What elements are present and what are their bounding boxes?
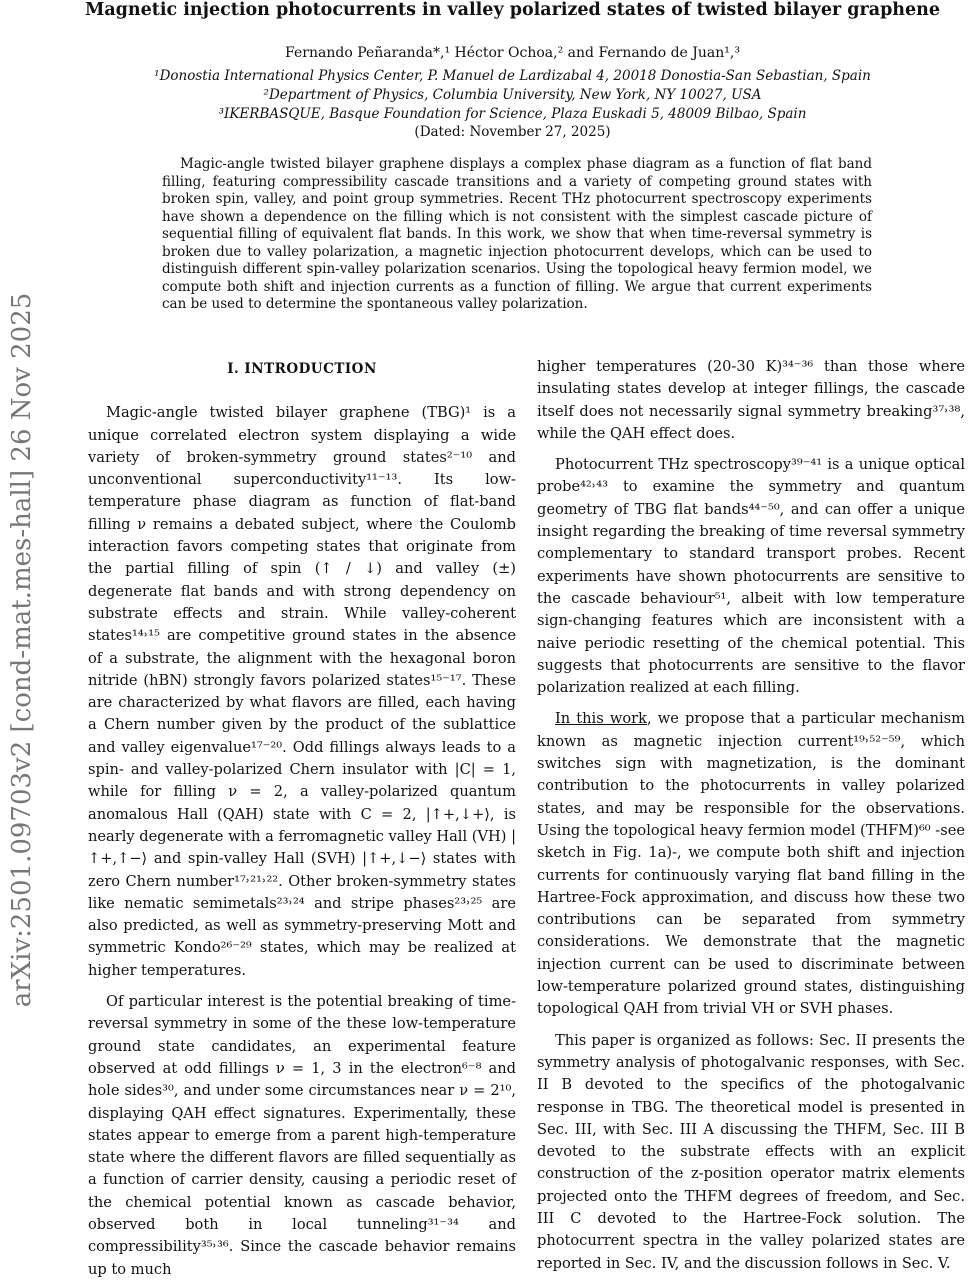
abstract: Magic-angle twisted bilayer graphene displays a complex phase diagram as a function of flat band filling, featuring compressibility cascade transitions and a variety of competing ground states with broken spin, valley, and point group symmetries. Recent THz photocurrent spectroscopy experiments have shown a dependence on the filling which is not consistent with the simplest cascade picture of sequential filling of equivalent flat bands. In this work, we show that when time-reversal symmetry is broken due to valley polarization, a magnetic injection photocurrent develops, which can be used to distinguish different spin-valley polarization scenarios. Using the topological heavy fermion model, we compute both shift and injection currents as a function of filling. We argue that current experiments can be used to determine the spontaneous valley polarization. bbox=[162, 156, 872, 312]
affiliation-3: ³IKERBASQUE, Basque Foundation for Science, Plaza Euskadi 5, 48009 Bilbao, Spain bbox=[218, 106, 807, 122]
arxiv-sidebar bbox=[0, 200, 44, 1100]
intro-paragraph-2: Of particular interest is the potential breaking of time-reversal symmetry in some of the these low-temperature ground state candidates, an experimental feature observed at odd fillings ν = 1, 3 in the electron⁶⁻⁸ and hole sides³⁰, and under some circumstances near ν = 2¹⁰, displaying QAH effect signatures. Experimentally, these states appear to emerge from a parent high-temperature state where the different flavors are filled sequentially as a function of carrier density, causing a periodic reset of the chemical potential known as cascade behavior, observed both in local tunneling³¹⁻³⁴ and compressibility³⁵˒³⁶. Since the cascade behavior remains up to much bbox=[88, 993, 516, 1278]
section-heading-introduction: I. INTRODUCTION bbox=[227, 361, 377, 377]
affiliation-2: ²Department of Physics, Columbia University, New York, NY 10027, USA bbox=[263, 87, 762, 103]
intro-paragraph-6: This paper is organized as follows: Sec. II presents the symmetry analysis of photogalvanic responses, with Sec. II B devoted to the specifics of the photogalvanic response in TBG. The theoretical model is presented in Sec. III, with Sec. III A discussing the THFM, Sec. III B devoted to the substrate effects with an explicit construction of the z-position operator matrix elements projected onto the THFM degrees of freedom, and Sec. III C devoted to the Hartree-Fock solution. The photocurrent spectra in the valley polarized states are reported in Sec. IV, and the discussion follows in Sec. V. bbox=[537, 1031, 965, 1272]
right-column bbox=[537, 356, 965, 1275]
proposal-text: , we propose that a particular mechanism known as magnetic injection current¹⁹˒⁵²⁻⁵⁹, which switches sign with magnetization, is the dominant contribution to the photocurrents in valley polarized states, and may be responsible for the observations. Using the topological heavy fermion model (THFM)⁶⁰ -see sketch in Fig. 1a)-, we compute both shift and injection currents for continuously varying flat band filling in the Hartree-Fock approximation, and discuss how these two contributions can be separated from symmetry considerations. We demonstrate that the magnetic injection current can be used to discriminate between low-temperature polarized ground states, distinguishing topological QAH from trivial VH or SVH phases. bbox=[537, 710, 965, 1018]
intro-paragraph-1: Magic-angle twisted bilayer graphene (TBG)¹ is a unique correlated electron system displaying a wide variety of broken-symmetry ground states²⁻¹⁰ and unconventional superconductivity¹¹⁻¹³. Its low-temperature phase diagram as function of flat-band filling ν remains a debated subject, where the Coulomb interaction favors competing states that originate from the partial filling of spin (↑ / ↓) and valley (±) degenerate flat bands and with strong dependency on substrate effects and strain. While valley-coherent states¹⁴˒¹⁵ are competitive ground states in the absence of a substrate, the alignment with the hexagonal boron nitride (hBN) strongly favors polarized states¹⁵⁻¹⁷. These are characterized by what flavors are filled, each having a Chern number given by the product of the sublattice and valley eigenvalue¹⁷⁻²⁰. Odd fillings always leads to a spin- and valley-polarized Chern insulator with |C| = 1, while for filling ν = 2, a valley-polarized quantum anomalous Hall (QAH) state with C = 2, |↑+,↓+⟩, is nearly degenerate with a ferromagnetic valley Hall (VH) |↑+,↑−⟩ and spin-valley Hall (SVH) |↑+,↓−⟩ states with zero Chern number¹⁷˒²¹˒²². Other broken-symmetry states like nematic semimetals²³˒²⁴ and stripe phases²³˒²⁵ are also predicted, as well as symmetry-preserving Mott and symmetric Kondo²⁶⁻²⁹ states, which may be realized at higher temperatures. bbox=[88, 404, 516, 979]
arxiv-identifier[interactable]: arXiv:2501.09703v2 [cond-mat.mes-hall] 26 Nov 2025 bbox=[7, 292, 37, 1008]
in-this-work-lead: In this work bbox=[555, 710, 647, 728]
paper-title: Magnetic injection photocurrents in valley polarized states of twisted bilayer graphene bbox=[84, 0, 941, 20]
author-list: Fernando Peñaranda*,¹ Héctor Ochoa,² and Fernando de Juan¹,³ bbox=[285, 45, 740, 61]
intro-paragraph-5 bbox=[537, 708, 965, 1020]
affiliation-1: ¹Donostia International Physics Center, P. Manuel de Lardizabal 4, 20018 Donostia-San Sebastian, Spain bbox=[154, 68, 871, 84]
left-column bbox=[88, 358, 516, 1281]
intro-paragraph-3: higher temperatures (20-30 K)³⁴⁻³⁶ than those where insulating states develop at integer fillings, the cascade itself does not necessarily signal symmetry breaking³⁷˒³⁸, while the QAH effect does. bbox=[537, 358, 965, 442]
date-line: (Dated: November 27, 2025) bbox=[414, 124, 611, 140]
intro-paragraph-4: Photocurrent THz spectroscopy³⁹⁻⁴¹ is a unique optical probe⁴²˒⁴³ to examine the symmetry and quantum geometry of TBG flat bands⁴⁴⁻⁵⁰, and can offer a unique insight regarding the breaking of time reversal symmetry complementary to standard transport probes. Recent experiments have shown photocurrents are sensitive to the cascade behaviour⁵¹, albeit with low temperature sign-changing features which are inconsistent with a naive periodic resetting of the chemical potential. This suggests that photocurrents are sensitive to the flavor polarization realized at each filling. bbox=[537, 456, 965, 697]
